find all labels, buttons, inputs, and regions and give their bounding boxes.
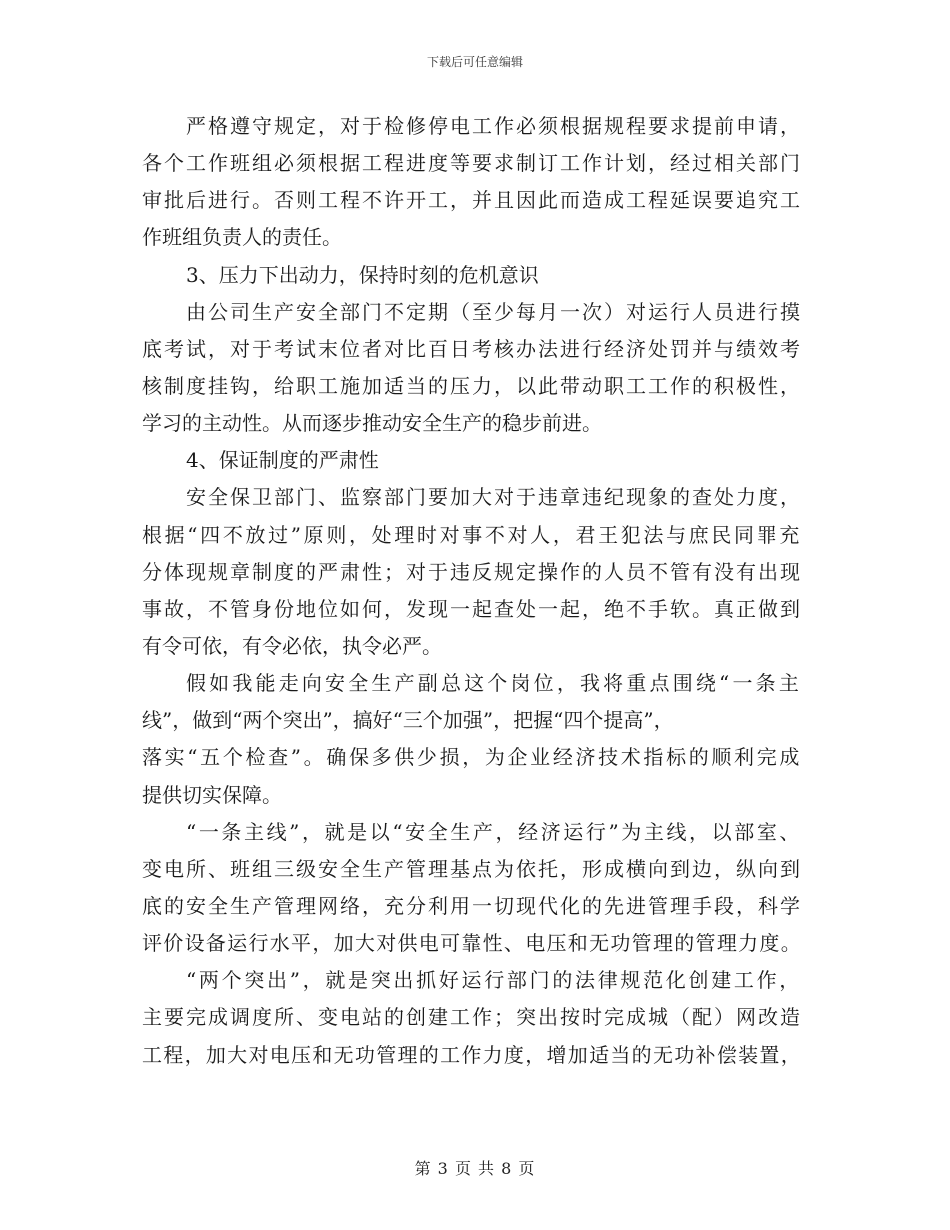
text-line: 作班组负责人的责任。 [142,225,342,250]
text-line: 落实“五个检查”。确保多供少损，为企业经济技术指标的顺利完成 [142,745,802,770]
text-line: 由公司生产安全部门不定期（至少每月一次）对运行人员进行摸 [186,299,802,324]
text-line: 底的安全生产管理网络，充分利用一切现代化的先进管理手段，科学 [142,893,802,918]
text-line: 事故，不管身份地位如何，发现一起查处一起，绝不手软。真正做到 [142,596,802,621]
text-line: 3、压力下出动力，保持时刻的危机意识 [186,262,539,287]
text-line: 分体现规章制度的严肃性；对于违反规定操作的人员不管有没有出现 [142,559,802,584]
page-footer: 第 3 页 共 8 页 [414,1159,536,1178]
text-line: 评价设备运行水平，加大对供电可靠性、电压和无功管理的管理力度。 [142,931,802,956]
text-line: 核制度挂钩，给职工施加适当的压力，以此带动职工工作的积极性， [142,373,802,398]
document-body [142,108,802,1074]
text-line: 假如我能走向安全生产副总这个岗位，我将重点围绕“一条主 [186,671,802,696]
text-line: “两个突出”，就是突出抓好运行部门的法律规范化创建工作， [186,968,802,993]
text-line: 安全保卫部门、监察部门要加大对于违章违纪现象的查处力度， [186,485,802,510]
text-line: 根据“四不放过”原则，处理时对事不对人，君王犯法与庶民同罪充 [142,522,802,547]
text-line: 审批后进行。否则工程不许开工，并且因此而造成工程延误要追究工 [142,188,802,213]
text-line: 各个工作班组必须根据工程进度等要求制订工作计划，经过相关部门 [142,151,802,176]
text-line: 严格遵守规定，对于检修停电工作必须根据规程要求提前申请， [186,114,802,138]
text-line: 学习的主动性。从而逐步推动安全生产的稳步前进。 [142,411,602,436]
text-line: 有令可依，有令必依，执令必严。 [142,633,442,658]
text-line: 线”，做到“两个突出”，搞好“三个加强”，把握“四个提高”， [142,708,674,733]
text-line: 4、保证制度的严肃性 [186,448,379,473]
text-line: 变电所、班组三级安全生产管理基点为依托，形成横向到边，纵向到 [142,856,802,881]
page-header: 下载后可任意编辑 [426,55,523,69]
text-line: 提供切实保障。 [142,782,282,807]
text-line: 主要完成调度所、变电站的创建工作；突出按时完成城（配）网改造 [142,1005,802,1030]
text-line: “一条主线”，就是以“安全生产，经济运行”为主线，以部室、 [186,819,802,844]
text-line: 工程，加大对电压和无功管理的工作力度，增加适当的无功补偿装置， [142,1042,802,1067]
text-line: 底考试，对于考试末位者对比百日考核办法进行经济处罚并与绩效考 [142,336,802,361]
